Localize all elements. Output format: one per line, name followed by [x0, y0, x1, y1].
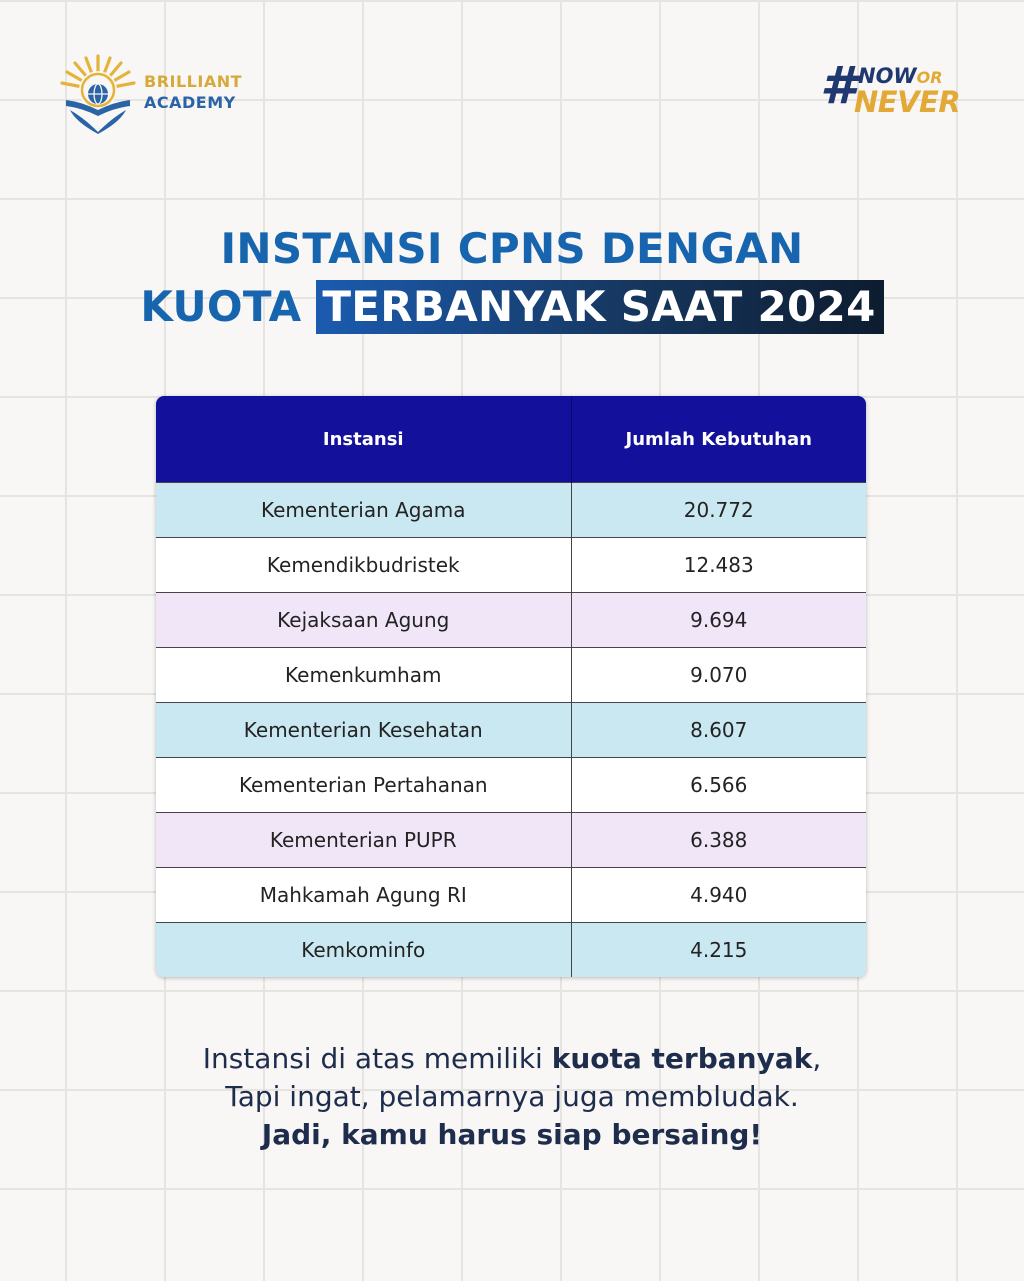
- cell-jumlah: 4.215: [571, 923, 866, 978]
- quota-table: [156, 396, 866, 977]
- caption-line-3: [0, 1116, 1024, 1154]
- cell-instansi: Mahkamah Agung RI: [156, 868, 571, 923]
- column-header-jumlah: Jumlah Kebutuhan: [571, 396, 866, 483]
- title-plain-word: KUOTA: [140, 282, 302, 331]
- table-row: [156, 593, 866, 648]
- title-line-1: INSTANSI CPNS DENGAN: [220, 224, 804, 273]
- cell-jumlah: 6.566: [571, 758, 866, 813]
- cell-instansi: Kementerian Agama: [156, 483, 571, 538]
- table-row: [156, 758, 866, 813]
- hashtag-now-text: NOW: [858, 64, 917, 88]
- bottom-caption: [0, 1040, 1024, 1154]
- title-highlight: TERBANYAK SAAT 2024: [316, 280, 883, 334]
- caption-line-1: [0, 1040, 1024, 1078]
- cell-jumlah: 9.070: [571, 648, 866, 703]
- brand-logo: [56, 50, 256, 134]
- title-line-2: [0, 280, 1024, 334]
- cell-instansi: Kemenkumham: [156, 648, 571, 703]
- caption-line1-end: ,: [812, 1042, 822, 1075]
- quota-table-grid: [156, 396, 866, 977]
- brand-wordmark: [144, 71, 242, 113]
- column-header-instansi: Instansi: [156, 396, 571, 483]
- cell-instansi: Kementerian PUPR: [156, 813, 571, 868]
- hashtag-never: NEVER: [854, 85, 961, 119]
- table-row: [156, 648, 866, 703]
- caption-line-2: Tapi ingat, pelamarnya juga membludak.: [225, 1080, 799, 1113]
- table-row: [156, 923, 866, 978]
- cell-instansi: Kementerian Kesehatan: [156, 703, 571, 758]
- cell-instansi: Kemkominfo: [156, 923, 571, 978]
- table-row: [156, 813, 866, 868]
- cell-jumlah: 8.607: [571, 703, 866, 758]
- cell-instansi: Kementerian Pertahanan: [156, 758, 571, 813]
- cell-jumlah: 20.772: [571, 483, 866, 538]
- cell-jumlah: 4.940: [571, 868, 866, 923]
- brand-name-line1: BRILLIANT: [144, 72, 242, 91]
- now-or-never-hashtag: [820, 56, 980, 122]
- sunrise-globe-hands-logo: [56, 50, 140, 134]
- cell-instansi: Kejaksaan Agung: [156, 593, 571, 648]
- page-title: [0, 222, 1024, 334]
- brand-name-line2: ACADEMY: [144, 93, 236, 112]
- caption-line3-bold: Jadi, kamu harus siap bersaing!: [261, 1118, 763, 1151]
- table-row: [156, 703, 866, 758]
- table-row: [156, 868, 866, 923]
- cell-instansi: Kemendikbudristek: [156, 538, 571, 593]
- table-header-row: [156, 396, 866, 483]
- table-body: [156, 483, 866, 978]
- caption-line1-bold: kuota terbanyak: [551, 1042, 813, 1075]
- table-row: [156, 483, 866, 538]
- hashtag-symbol: #: [820, 56, 857, 116]
- cell-jumlah: 9.694: [571, 593, 866, 648]
- caption-line1-text: Instansi di atas memiliki: [202, 1042, 552, 1075]
- hashtag-or: OR: [916, 68, 943, 87]
- cell-jumlah: 12.483: [571, 538, 866, 593]
- table-row: [156, 538, 866, 593]
- cell-jumlah: 6.388: [571, 813, 866, 868]
